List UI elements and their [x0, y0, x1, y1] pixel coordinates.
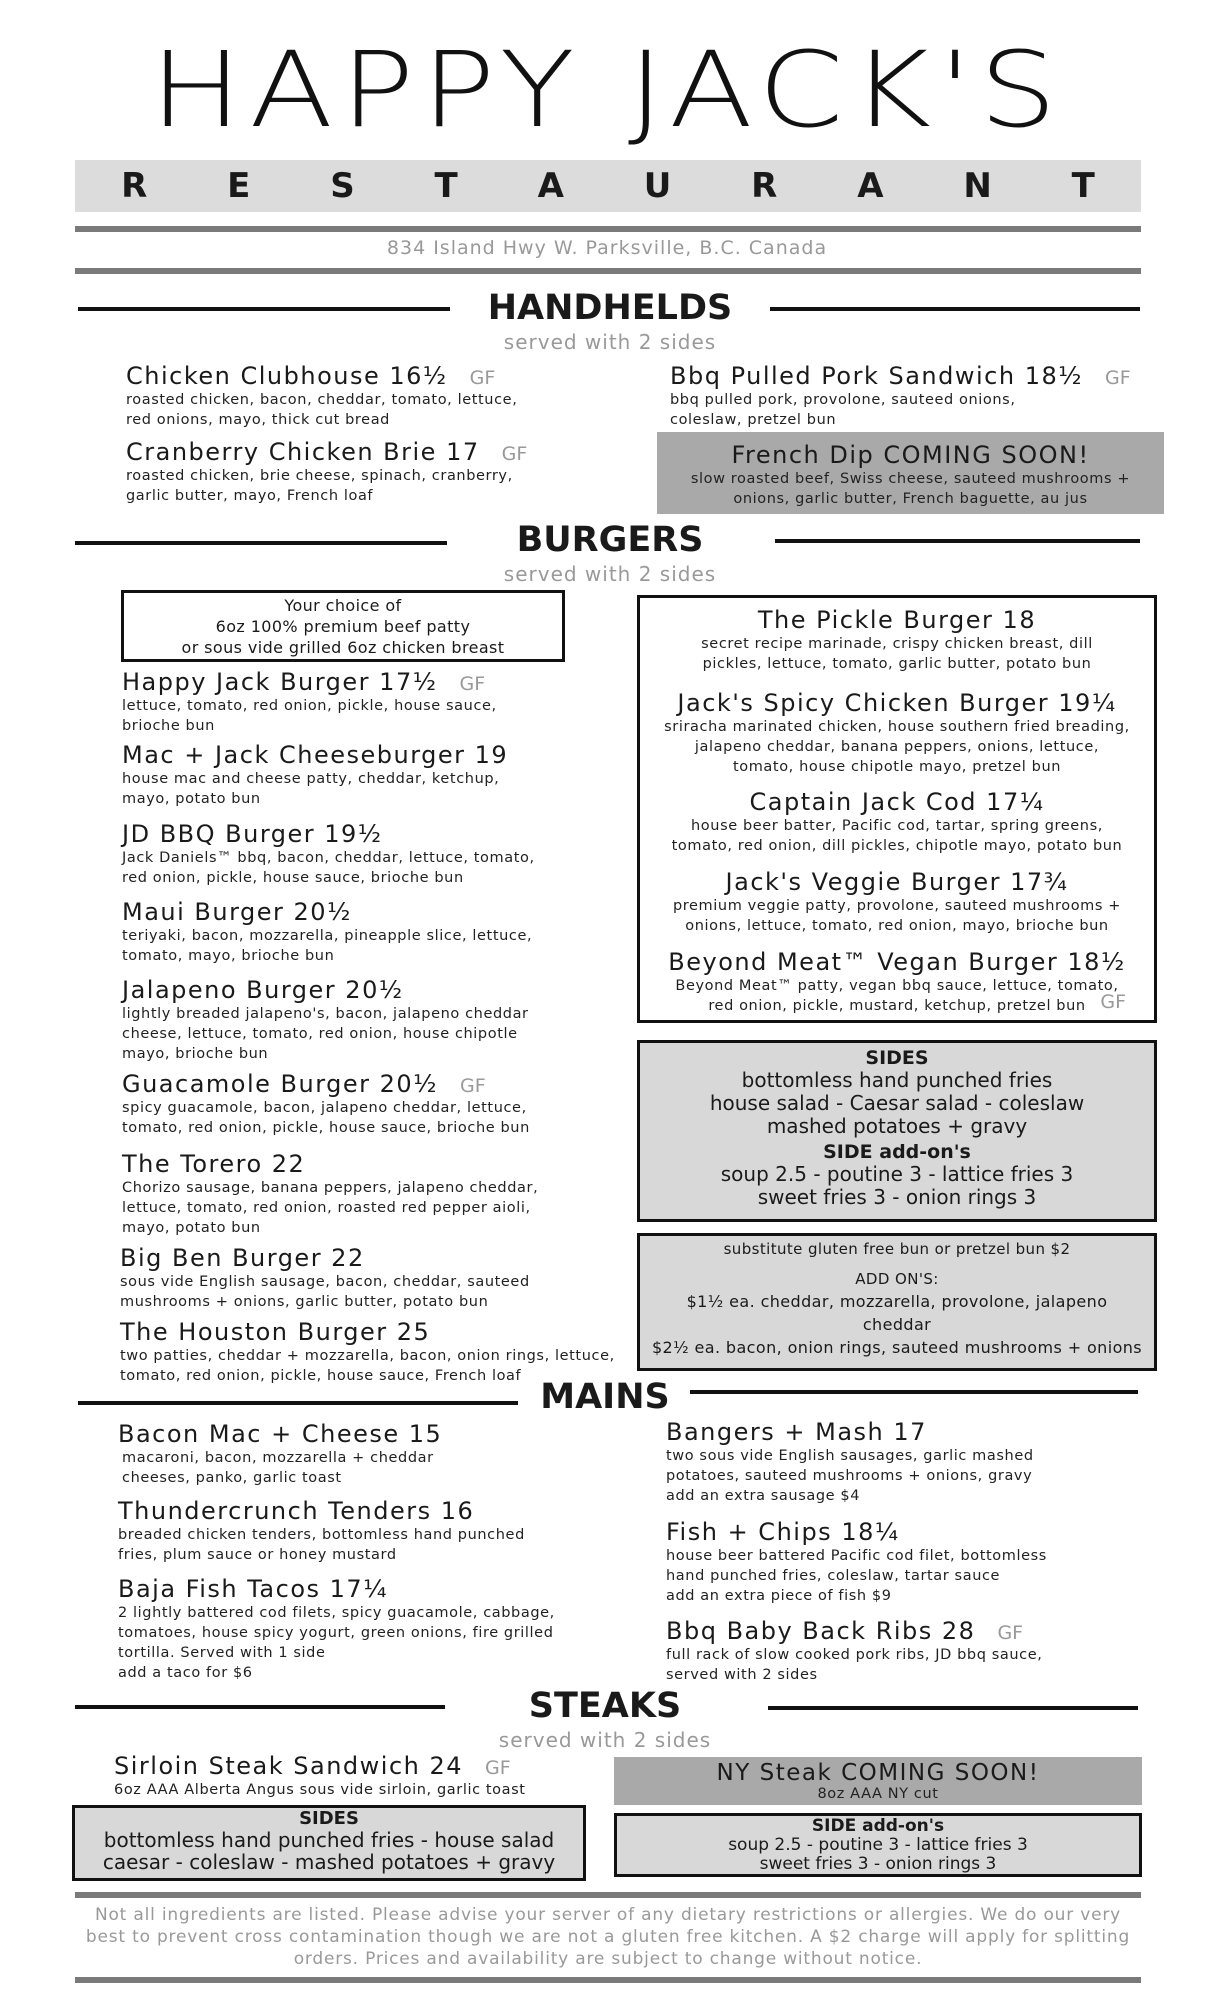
burgers-title: BURGERS: [516, 520, 704, 560]
gf-badge: GF: [485, 1757, 511, 1779]
side-addons-line: soup 2.5 - poutine 3 - lattice fries 3: [720, 1162, 1074, 1186]
side-addons-title: SIDE add-on's: [823, 1141, 971, 1163]
item-name: Bangers + Mash 17: [666, 1418, 927, 1446]
item-name: Happy Jack Burger 17½ GF: [122, 668, 486, 696]
item-description: lightly breaded jalapeno's, bacon, jalapeno cheddar cheese, lettuce, tomato, red onion, house chipotle mayo, brioche bun: [122, 1006, 529, 1062]
item-name: Jack's Veggie Burger 17¾: [725, 868, 1069, 896]
mains-title: MAINS: [540, 1377, 670, 1417]
addons-line: $2½ ea. bacon, onion rings, sauteed mushrooms + onions: [651, 1338, 1143, 1357]
handhelds-title: HANDHELDS: [487, 288, 733, 328]
item-description: premium veggie patty, provolone, sauteed mushrooms + onions, lettuce, tomato, red onion, mayo, brioche bun: [672, 898, 1122, 934]
item-name: Jalapeno Burger 20½: [122, 976, 404, 1004]
menu-item: [120, 1244, 640, 1312]
item-name: Guacamole Burger 20½ GF: [122, 1070, 486, 1098]
steak-addons-box: [614, 1813, 1142, 1877]
item-description: teriyaki, bacon, mozzarella, pineapple slice, lettuce, tomato, mayo, brioche bun: [122, 928, 533, 964]
menu-item: [118, 1575, 638, 1683]
item-description: full rack of slow cooked pork ribs, JD bbq sauce, served with 2 sides: [666, 1647, 1043, 1683]
menu-item: [120, 1318, 640, 1386]
menu-item: [122, 976, 642, 1064]
item-description: breaded chicken tenders, bottomless hand punched fries, plum sauce or honey mustard: [118, 1527, 525, 1563]
gf-badge: GF: [459, 1075, 486, 1097]
sides-line: caesar - coleslaw - mashed potatoes + gravy: [102, 1850, 556, 1874]
item-description: sous vide English sausage, bacon, cheddar, sauteed mushrooms + onions, garlic butter, potato bun: [120, 1274, 530, 1310]
item-description: house beer batter, Pacific cod, tartar, spring greens, tomato, red onion, dill pickles, chipotle mayo, potato bun: [671, 818, 1123, 854]
menu-item: [640, 868, 1154, 936]
item-description: two patties, cheddar + mozzarella, bacon, onion rings, lettuce, tomato, red onion, pickle, house sauce, French loaf: [120, 1348, 615, 1384]
item-name: Baja Fish Tacos 17¼: [118, 1575, 388, 1603]
item-description: 2 lightly battered cod filets, spicy guacamole, cabbage, tomatoes, house spicy yogurt, green onions, fire grilled tortilla. Served with 1 side add a taco for $6: [118, 1605, 555, 1681]
section-rule: [78, 307, 450, 311]
sides-line: mashed potatoes + gravy: [766, 1114, 1028, 1138]
item-description: secret recipe marinade, crispy chicken breast, dill pickles, lettuce, tomato, garlic butter, potato bun: [701, 636, 1093, 672]
item-name: Big Ben Burger 22: [120, 1244, 365, 1272]
item-description: roasted chicken, bacon, cheddar, tomato, lettuce, red onions, mayo, thick cut bread: [126, 392, 518, 428]
item-name: Cranberry Chicken Brie 17 GF: [126, 438, 528, 466]
chicken-burgers-box: [637, 595, 1157, 1023]
steak-sides-box: [72, 1805, 586, 1881]
menu-item: [666, 1518, 1186, 1606]
item-name: Fish + Chips 18¼: [666, 1518, 900, 1546]
steaks-title: STEAKS: [528, 1686, 682, 1726]
item-description: two sous vide English sausages, garlic mashed potatoes, sauteed mushrooms + onions, gravy add an extra sausage $4: [666, 1448, 1034, 1504]
gf-badge: GF: [501, 443, 528, 465]
item-name: The Houston Burger 25: [120, 1318, 431, 1346]
section-rule: [770, 307, 1140, 311]
section-rule: [690, 1390, 1138, 1394]
address: 834 Island Hwy W. Parksville, B.C. Canada: [386, 237, 828, 259]
item-description: bbq pulled pork, provolone, sauteed onions, coleslaw, pretzel bun: [670, 392, 1016, 428]
sides-title: SIDES: [299, 1808, 359, 1829]
menu-item: [118, 1497, 638, 1565]
item-description: Jack Daniels™ bbq, bacon, cheddar, lettuce, tomato, red onion, pickle, house sauce, brioche bun: [122, 850, 535, 886]
gf-badge: GF: [1100, 991, 1126, 1013]
item-description: slow roasted beef, Swiss cheese, sauteed mushrooms + onions, garlic butter, French baguette, au jus: [690, 471, 1131, 507]
item-name: Captain Jack Cod 17¼: [749, 788, 1045, 816]
menu-item: [122, 1150, 642, 1238]
side-addons-line: sweet fries 3 - onion rings 3: [759, 1854, 997, 1874]
restaurant-subtitle: R E S T A U R A N T: [121, 166, 1129, 206]
item-name: Beyond Meat™ Vegan Burger 18½: [668, 948, 1126, 976]
item-description: spicy guacamole, bacon, jalapeno cheddar, lettuce, tomato, red onion, pickle, house sauce, brioche bun: [122, 1100, 530, 1136]
menu-item: [666, 1617, 1186, 1685]
menu-item: [640, 606, 1154, 674]
gf-badge: GF: [997, 1622, 1024, 1644]
steaks-subtitle: served with 2 sides: [498, 1728, 712, 1752]
item-name: NY Steak COMING SOON!: [716, 1760, 1040, 1786]
french-dip-box: [657, 432, 1164, 514]
item-description: house beer battered Pacific cod filet, bottomless hand punched fries, coleslaw, tartar sauce add an extra piece of fish $9: [666, 1548, 1047, 1604]
divider: [75, 268, 1141, 274]
handhelds-subtitle: served with 2 sides: [503, 330, 717, 354]
item-name: Mac + Jack Cheeseburger 19: [122, 741, 509, 769]
item-name: Bbq Pulled Pork Sandwich 18½ GF: [670, 362, 1131, 390]
item-description: Beyond Meat™ patty, vegan bbq sauce, lettuce, tomato, red onion, pickle, mustard, ketchup, pretzel bun: [675, 978, 1119, 1014]
gf-badge: GF: [459, 673, 486, 695]
section-rule: [75, 541, 447, 545]
item-name: Bacon Mac + Cheese 15: [118, 1420, 443, 1448]
menu-item: [122, 820, 642, 888]
side-addons-line: sweet fries 3 - onion rings 3: [757, 1185, 1037, 1209]
item-name: Thundercrunch Tenders 16: [118, 1497, 475, 1525]
restaurant-name: HAPPY JACK'S: [149, 29, 1065, 151]
gf-badge: GF: [469, 367, 496, 389]
section-rule: [75, 1705, 445, 1709]
sides-line: house salad - Caesar salad - coleslaw: [709, 1091, 1085, 1115]
addons-line: $1½ ea. cheddar, mozzarella, provolone, jalapeno cheddar: [686, 1292, 1108, 1334]
sides-line: bottomless hand punched fries - house salad: [103, 1828, 555, 1852]
sides-box: [637, 1040, 1157, 1222]
menu-item: [122, 741, 622, 809]
menu-item: [666, 1418, 1186, 1506]
sides-line: bottomless hand punched fries: [741, 1068, 1053, 1092]
addons-title: ADD ON'S:: [855, 1270, 939, 1288]
patty-choice-box: [121, 590, 565, 662]
item-description: house mac and cheese patty, cheddar, ketchup, mayo, potato bun: [122, 771, 500, 807]
menu-item: [126, 362, 646, 430]
item-name: Chicken Clubhouse 16½ GF: [126, 362, 496, 390]
menu-item: [640, 689, 1154, 777]
divider: [75, 226, 1141, 232]
item-name: French Dip COMING SOON!: [731, 441, 1090, 469]
divider: [75, 1892, 1141, 1898]
burgers-subtitle: served with 2 sides: [503, 562, 717, 586]
side-addons-line: soup 2.5 - poutine 3 - lattice fries 3: [728, 1835, 1028, 1855]
menu-item: [122, 1070, 642, 1138]
gf-badge: GF: [1105, 367, 1131, 389]
item-name: Bbq Baby Back Ribs 28 GF: [666, 1617, 1024, 1645]
menu-item: [118, 1420, 638, 1488]
item-description: lettuce, tomato, red onion, pickle, house sauce, brioche bun: [122, 698, 497, 734]
addons-box: [637, 1233, 1157, 1371]
item-name: Maui Burger 20½: [122, 898, 352, 926]
section-rule: [78, 1401, 518, 1405]
menu-item: [114, 1752, 634, 1800]
item-description: sriracha marinated chicken, house southern fried breading, jalapeno cheddar, banana peppers, onions, lettuce, tomato, house chipotle mayo, pretzel bun: [664, 719, 1130, 775]
item-name: The Torero 22: [122, 1150, 306, 1178]
menu-item: [122, 898, 642, 966]
item-name: Sirloin Steak Sandwich 24 GF: [114, 1752, 511, 1780]
addons-substitute: substitute gluten free bun or pretzel bun $2: [723, 1240, 1071, 1258]
item-name: JD BBQ Burger 19½: [122, 820, 383, 848]
sides-title: SIDES: [865, 1047, 929, 1069]
item-description: 8oz AAA NY cut: [817, 1786, 939, 1802]
menu-item: [640, 788, 1154, 856]
side-addons-title: SIDE add-on's: [811, 1816, 945, 1836]
item-description: 6oz AAA Alberta Angus sous vide sirloin, garlic toast: [114, 1782, 526, 1798]
menu-item: [670, 362, 1190, 430]
menu-item: [126, 438, 646, 506]
item-description: roasted chicken, brie cheese, spinach, cranberry, garlic butter, mayo, French loaf: [126, 468, 513, 504]
ny-steak-box: [614, 1757, 1142, 1805]
footer-disclaimer: Not all ingredients are listed. Please advise your server of any dietary restrictions or allergies. We do our very best to prevent cross contamination though we are not a gluten free kitchen. A $2 charge will apply for splitting orders. Prices and availability are subject to change without notice.: [85, 1905, 1131, 1969]
item-description: macaroni, bacon, mozzarella + cheddar cheeses, panko, garlic toast: [122, 1450, 434, 1486]
item-description: Chorizo sausage, banana peppers, jalapeno cheddar, lettuce, tomato, red onion, roasted red pepper aioli, mayo, potato bun: [122, 1180, 539, 1236]
item-name: The Pickle Burger 18: [757, 606, 1037, 634]
item-name: Jack's Spicy Chicken Burger 19¼: [677, 689, 1117, 717]
menu-item: [122, 668, 622, 736]
menu-item: [640, 948, 1154, 1016]
section-rule: [775, 539, 1140, 543]
patty-choice-text: Your choice of 6oz 100% premium beef patty or sous vide grilled 6oz chicken breast: [181, 596, 505, 657]
divider: [75, 1977, 1141, 1983]
section-rule: [768, 1706, 1138, 1710]
